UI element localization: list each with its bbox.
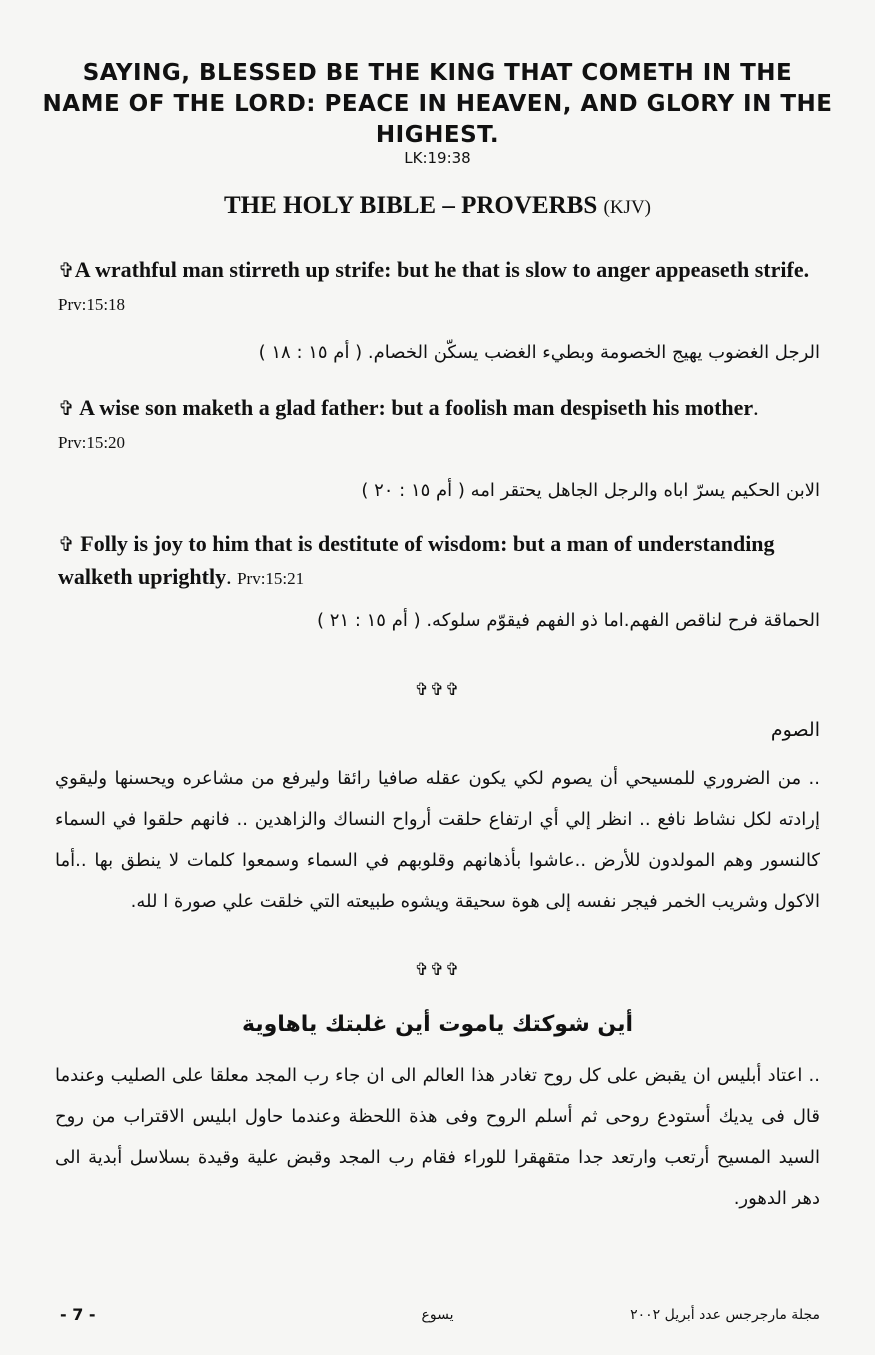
- fasting-body: .. من الضروري للمسيحي أن يصوم لكي يكون عقله صافيا رائقا وليرفع من مشاعره ويحسنها وليقوي إرادته لكل نشاط نافع .. انظر إلي أي ارتفاع حلقت أرواح النساك والزاهدين .. فانهم حلقوا في السماء كالنسور وهم المولدون للأرض ..عاشوا بأذهانهم وقلوبهم في السماء وسمعوا كلمات لا ينطق بها ..أما الاكول وشريب الخمر فيجر نفسه إلى هوة سحيقة ويشوه طبيعته التي خلقت علي صورة ا لله.: [55, 768, 820, 912]
- verse-2: ✞ A wise son maketh a glad father: but a foolish man despiseth his mother. Prv:15:20: [58, 395, 759, 452]
- victory-title: أين شوكتك ياموت أين غلبتك ياهاوية: [242, 1012, 633, 1037]
- verse-2-ref: Prv:15:20: [58, 433, 126, 452]
- verse-3-text: Folly is joy to him that is destitute of wisdom: but a man of understanding walketh uprightly: [58, 531, 775, 589]
- victory-body: .. اعتاد أبليس ان يقبض على كل روح تغادر هذا العالم الى ان جاء رب المجد معلقا على الصليب وعندما قال فى يديك أستودع روحى ثم أسلم الروح وفى هذة اللحظة وعندما حاول ابليس الاقتراب من روح السيد المسيح أرتعب وارتعد جدا متقهقرا للوراء فقام رب المجد وقبض علية وقيدة بسلاسل أبدية الى دهر الدهور.: [55, 1065, 820, 1209]
- verse-1-ref: Prv:15:18: [58, 295, 126, 314]
- section-title: THE HOLY BIBLE – PROVERBS: [223, 192, 598, 219]
- verse-2-text: A wise son maketh a glad father: but a foolish man despiseth his mother: [79, 395, 754, 420]
- verse-3: ✞ Folly is joy to him that is destitute of wisdom: but a man of understanding walketh uprightly. Prv:15:21: [58, 531, 775, 589]
- fasting-heading: الصوم: [770, 719, 820, 741]
- cross-icon: ✞: [58, 260, 75, 282]
- page-number: - 7 -: [60, 1305, 96, 1324]
- cross-divider: ✞✞✞: [414, 960, 461, 979]
- page-title: [0, 192, 875, 220]
- verse-1-text: A wrathful man stirreth up strife: but he that is slow to anger appeaseth strife.: [74, 257, 810, 282]
- header-reference: LK:19:38: [404, 149, 471, 167]
- verse-1: [58, 254, 820, 320]
- bible-version: (KJV): [603, 197, 651, 218]
- verse-3-ref: Prv:15:21: [237, 569, 305, 588]
- footer-center: يسوع: [421, 1307, 454, 1323]
- verse-2-arabic: الابن الحكيم يسرّ اباه والرجل الجاهل يحتقر امه ( أم ١٥ : ٢٠ ): [361, 480, 820, 501]
- cross-divider: ✞✞✞: [414, 680, 461, 699]
- cross-icon: ✞: [58, 398, 75, 420]
- header-quote-block: [40, 58, 835, 165]
- verse-1-arabic: الرجل الغضوب يهيج الخصومة وبطيء الغضب يسكّن الخصام. ( أم ١٥ : ١٨ ): [258, 342, 820, 363]
- cross-icon: ✞: [58, 534, 75, 556]
- verse-3-arabic: الحماقة فرح لناقص الفهم.اما ذو الفهم فيقوّم سلوكه. ( أم ١٥ : ٢١ ): [317, 610, 820, 631]
- magazine-name: مجلة مارجرجس عدد أبريل ٢٠٠٢: [630, 1307, 820, 1323]
- header-quote: SAYING, BLESSED BE THE KING THAT COMETH IN THE NAME OF THE LORD: PEACE IN HEAVEN, AND GLORY IN THE HIGHEST.: [42, 60, 833, 148]
